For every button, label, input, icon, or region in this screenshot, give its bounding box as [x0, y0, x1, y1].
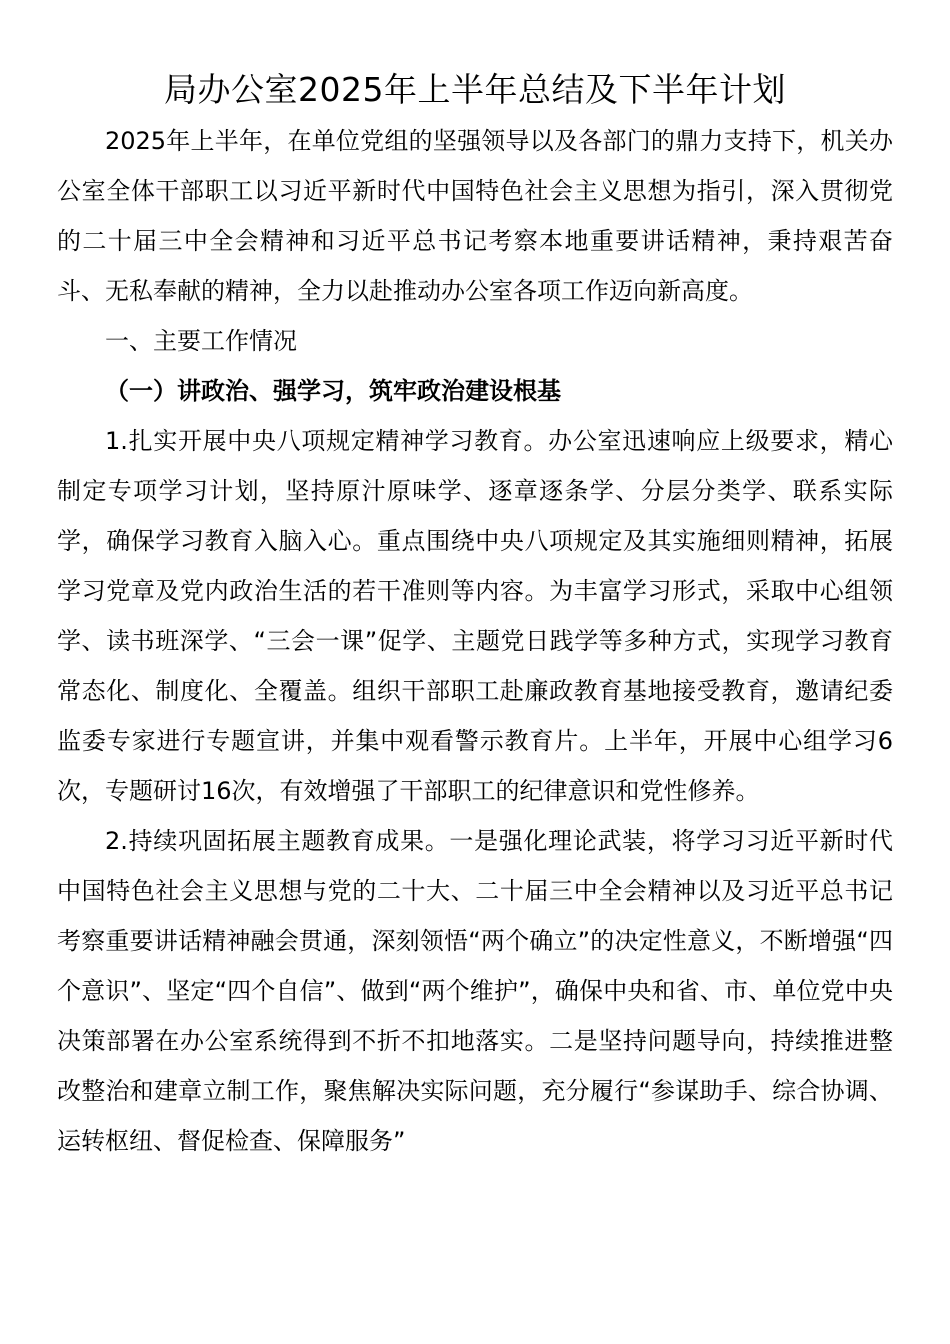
subsection-heading-politics-study: （一）讲政治、强学习，筑牢政治建设根基	[105, 377, 561, 405]
item-paragraph-1: 1.扎实开展中央八项规定精神学习教育。办公室迅速响应上级要求，精心制定专项学习计划，坚持原汁原味学、逐章逐条学、分层分类学、联系实际学，确保学习教育入脑入心。重点围绕中央八项规定及其实施细则精神，拓展学习党章及党内政治生活的若干准则等内容。为丰富学习形式，采取中心组领学、读书班深学、“三会一课”促学、主题党日践学等多种方式，实现学习教育常态化、制度化、全覆盖。组织干部职工赴廉政教育基地接受教育，邀请纪委监委专家进行专题宣讲，并集中观看警示教育片。上半年，开展中心组学习6次，专题研讨16次，有效增强了干部职工的纪律意识和党性修养。	[57, 427, 893, 805]
item-paragraph-2: 2.持续巩固拓展主题教育成果。一是强化理论武装，将学习习近平新时代中国特色社会主义思想与党的二十大、二十届三中全会精神以及习近平总书记考察重要讲话精神融会贯通，深刻领悟“两个确立”的决定性意义，不断增强“四个意识”、坚定“四个自信”、做到“两个维护”，确保中央和省、市、单位党中央决策部署在办公室系统得到不折不扣地落实。二是坚持问题导向，持续推进整改整治和建章立制工作，聚焦解决实际问题，充分履行“参谋助手、综合协调、运转枢纽、督促检查、保障服务”	[57, 827, 893, 1155]
intro-paragraph: 2025年上半年，在单位党组的坚强领导以及各部门的鼎力支持下，机关办公室全体干部职工以习近平新时代中国特色社会主义思想为指引，深入贯彻党的二十届三中全会精神和习近平总书记考察本地重要讲话精神，秉持艰苦奋斗、无私奉献的精神，全力以赴推动办公室各项工作迈向新高度。	[57, 127, 893, 305]
document-title: 局办公室2025年上半年总结及下半年计划	[164, 70, 786, 109]
section-heading-main-work: 一、主要工作情况	[105, 327, 297, 355]
